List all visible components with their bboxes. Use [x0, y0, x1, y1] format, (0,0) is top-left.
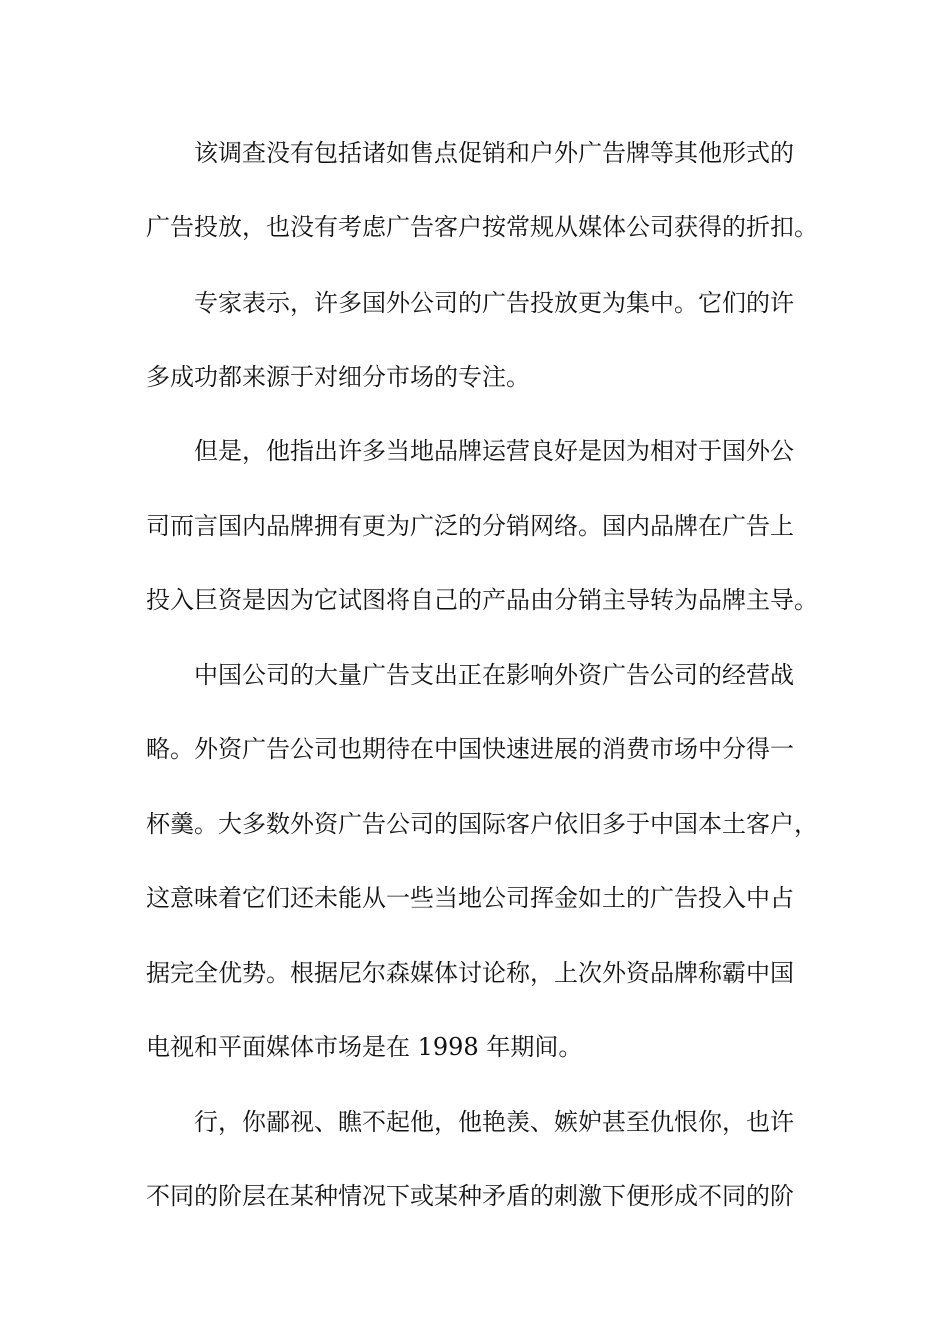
paragraph-2-line-2: 多成功都来源于对细分市场的专注。: [146, 363, 530, 391]
paragraph-4-line-4: 这意味着它们还未能从一些当地公司挥金如土的广告投入中占: [146, 884, 794, 912]
paragraph-3-line-3: 投入巨资是因为它试图将自己的产品由分销主导转为品牌主导。: [146, 586, 818, 614]
paragraph-1-line-2: 广告投放，也没有考虑广告客户按常规从媒体公司获得的折扣。: [146, 213, 818, 241]
paragraph-5-line-2: 不同的阶层在某种情况下或某种矛盾的刺激下便形成不同的阶: [146, 1182, 794, 1210]
paragraph-4-line-5: 据完全优势。根据尼尔森媒体讨论称，上次外资品牌称霸中国: [146, 959, 794, 987]
paragraph-3-line-2: 司而言国内品牌拥有更为广泛的分销网络。国内品牌在广告上: [146, 512, 794, 540]
paragraph-4-line-1: 中国公司的大量广告支出正在影响外资广告公司的经营战: [194, 661, 794, 689]
paragraph-4-line-3: 杯羹。大多数外资广告公司的国际客户依旧多于中国本土客户，: [146, 810, 818, 838]
paragraph-4-line-6: 电视和平面媒体市场是在 1998 年期间。: [146, 1033, 583, 1061]
paragraph-1-line-1: 该调查没有包括诸如售点促销和户外广告牌等其他形式的: [194, 139, 794, 167]
paragraph-5-line-1: 行，你鄙视、瞧不起他，他艳羡、嫉妒甚至仇恨你，也许: [194, 1108, 794, 1136]
paragraph-2-line-1: 专家表示，许多国外公司的广告投放更为集中。它们的许: [194, 289, 794, 317]
paragraph-3-line-1: 但是，他指出许多当地品牌运营良好是因为相对于国外公: [194, 437, 794, 465]
paragraph-4-line-2: 略。外资广告公司也期待在中国快速进展的消费市场中分得一: [146, 735, 794, 763]
